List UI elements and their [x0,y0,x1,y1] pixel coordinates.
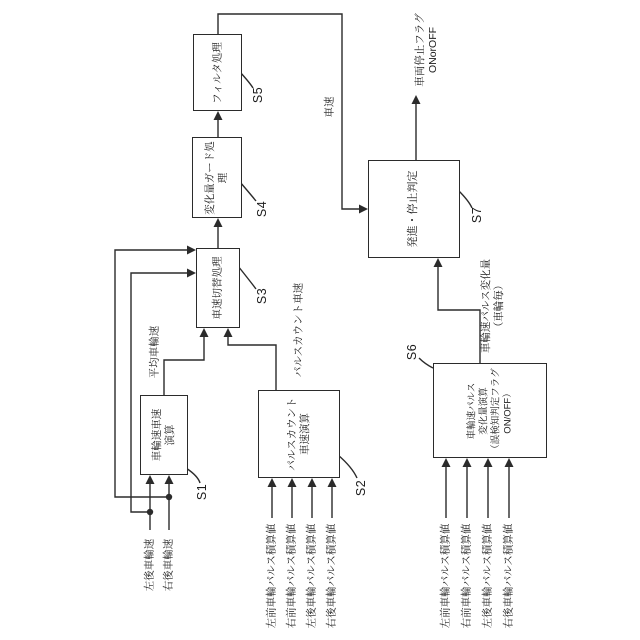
step-label-s1: S1 [195,483,209,501]
process-box-s4 [192,137,242,218]
label-vehicle-speed: 車速 [323,96,336,118]
input-label-s6-3: 右後車輪パルス積算値 [502,523,515,629]
box-label-s1: 車輪速車速 演算 [150,408,176,462]
arrowhead [200,328,209,337]
process-box-s3 [196,248,240,328]
arrowhead [146,475,155,484]
arrowhead [165,475,174,484]
box-label-s7: 発進・停止判定 [407,170,420,248]
arrowhead [412,95,421,104]
label-average-wheel-speed: 平均車輪速 [148,325,161,379]
connector-s1-s3 [164,336,204,395]
arrowhead [268,478,277,487]
arrowhead [288,478,297,487]
leader-s3 [238,266,256,289]
arrowhead [187,269,196,278]
input-label-s2-0: 左前車輪パルス積算値 [265,523,278,629]
step-label-s3: S3 [255,287,269,305]
process-box-s1 [140,395,188,475]
arrowhead [359,205,368,214]
process-box-s5 [193,34,242,111]
step-label-s7: S7 [470,206,484,224]
input-label-s2-2: 左後車輪パルス積算値 [305,523,318,629]
process-box-s2 [258,390,340,478]
step-label-s2: S2 [354,479,368,497]
arrowhead [505,458,514,467]
input-label-s2-1: 右前車輪パルス積算値 [285,523,298,629]
label-vehicle-stop-flag: 車両停止フラグ ONorOFF [413,13,439,87]
arrowhead [214,218,223,227]
step-label-s6: S6 [405,343,419,361]
input-label-s2-3: 右後車輪パルス積算値 [325,523,338,629]
leader-s1 [186,468,200,483]
process-box-s6 [433,363,547,458]
process-box-s7 [368,160,460,258]
leader-s4 [240,182,256,201]
box-label-s2: パルスカウント 車速演算 [285,397,311,471]
arrowhead [328,478,337,487]
label-pulse-count-speed: パルスカウント車速 [292,282,305,378]
box-label-s6: 車輪速パルス 変化量演算 （誤検知判定フラグ ON/OFF） [466,367,513,454]
input-label-s1-1: 右後車輪速 [162,538,175,592]
leader-s2 [338,455,357,478]
box-label-s5: フィルタ処理 [210,41,223,104]
leader-s7 [458,190,472,208]
input-label-s1-0: 左後車輪速 [143,538,156,592]
arrowhead [308,478,317,487]
input-label-s6-1: 右前車輪パルス積算値 [460,523,473,629]
arrowhead [214,111,223,120]
connector-s2-s3 [228,336,276,390]
connector-s6-s7 [438,264,480,363]
arrowhead [484,458,493,467]
step-label-s5: S5 [251,86,265,104]
arrowhead [187,246,196,255]
arrowhead [463,458,472,467]
branch-left-rear [131,273,190,512]
junction-dot [166,494,172,500]
label-wheel-pulse-change: 車輪速パルス変化量 （車輪毎） [479,258,505,354]
arrowhead [434,258,443,267]
junction-dot [147,509,153,515]
box-label-s3: 車速切替処理 [211,256,224,320]
box-label-s4: 変化量ガード処 理 [203,140,229,215]
input-label-s6-2: 左後車輪パルス積算値 [481,523,494,629]
arrowhead [442,458,451,467]
step-label-s4: S4 [255,200,269,218]
input-label-s6-0: 左前車輪パルス積算値 [439,523,452,629]
leader-s6 [419,358,433,368]
arrowhead [224,328,233,337]
